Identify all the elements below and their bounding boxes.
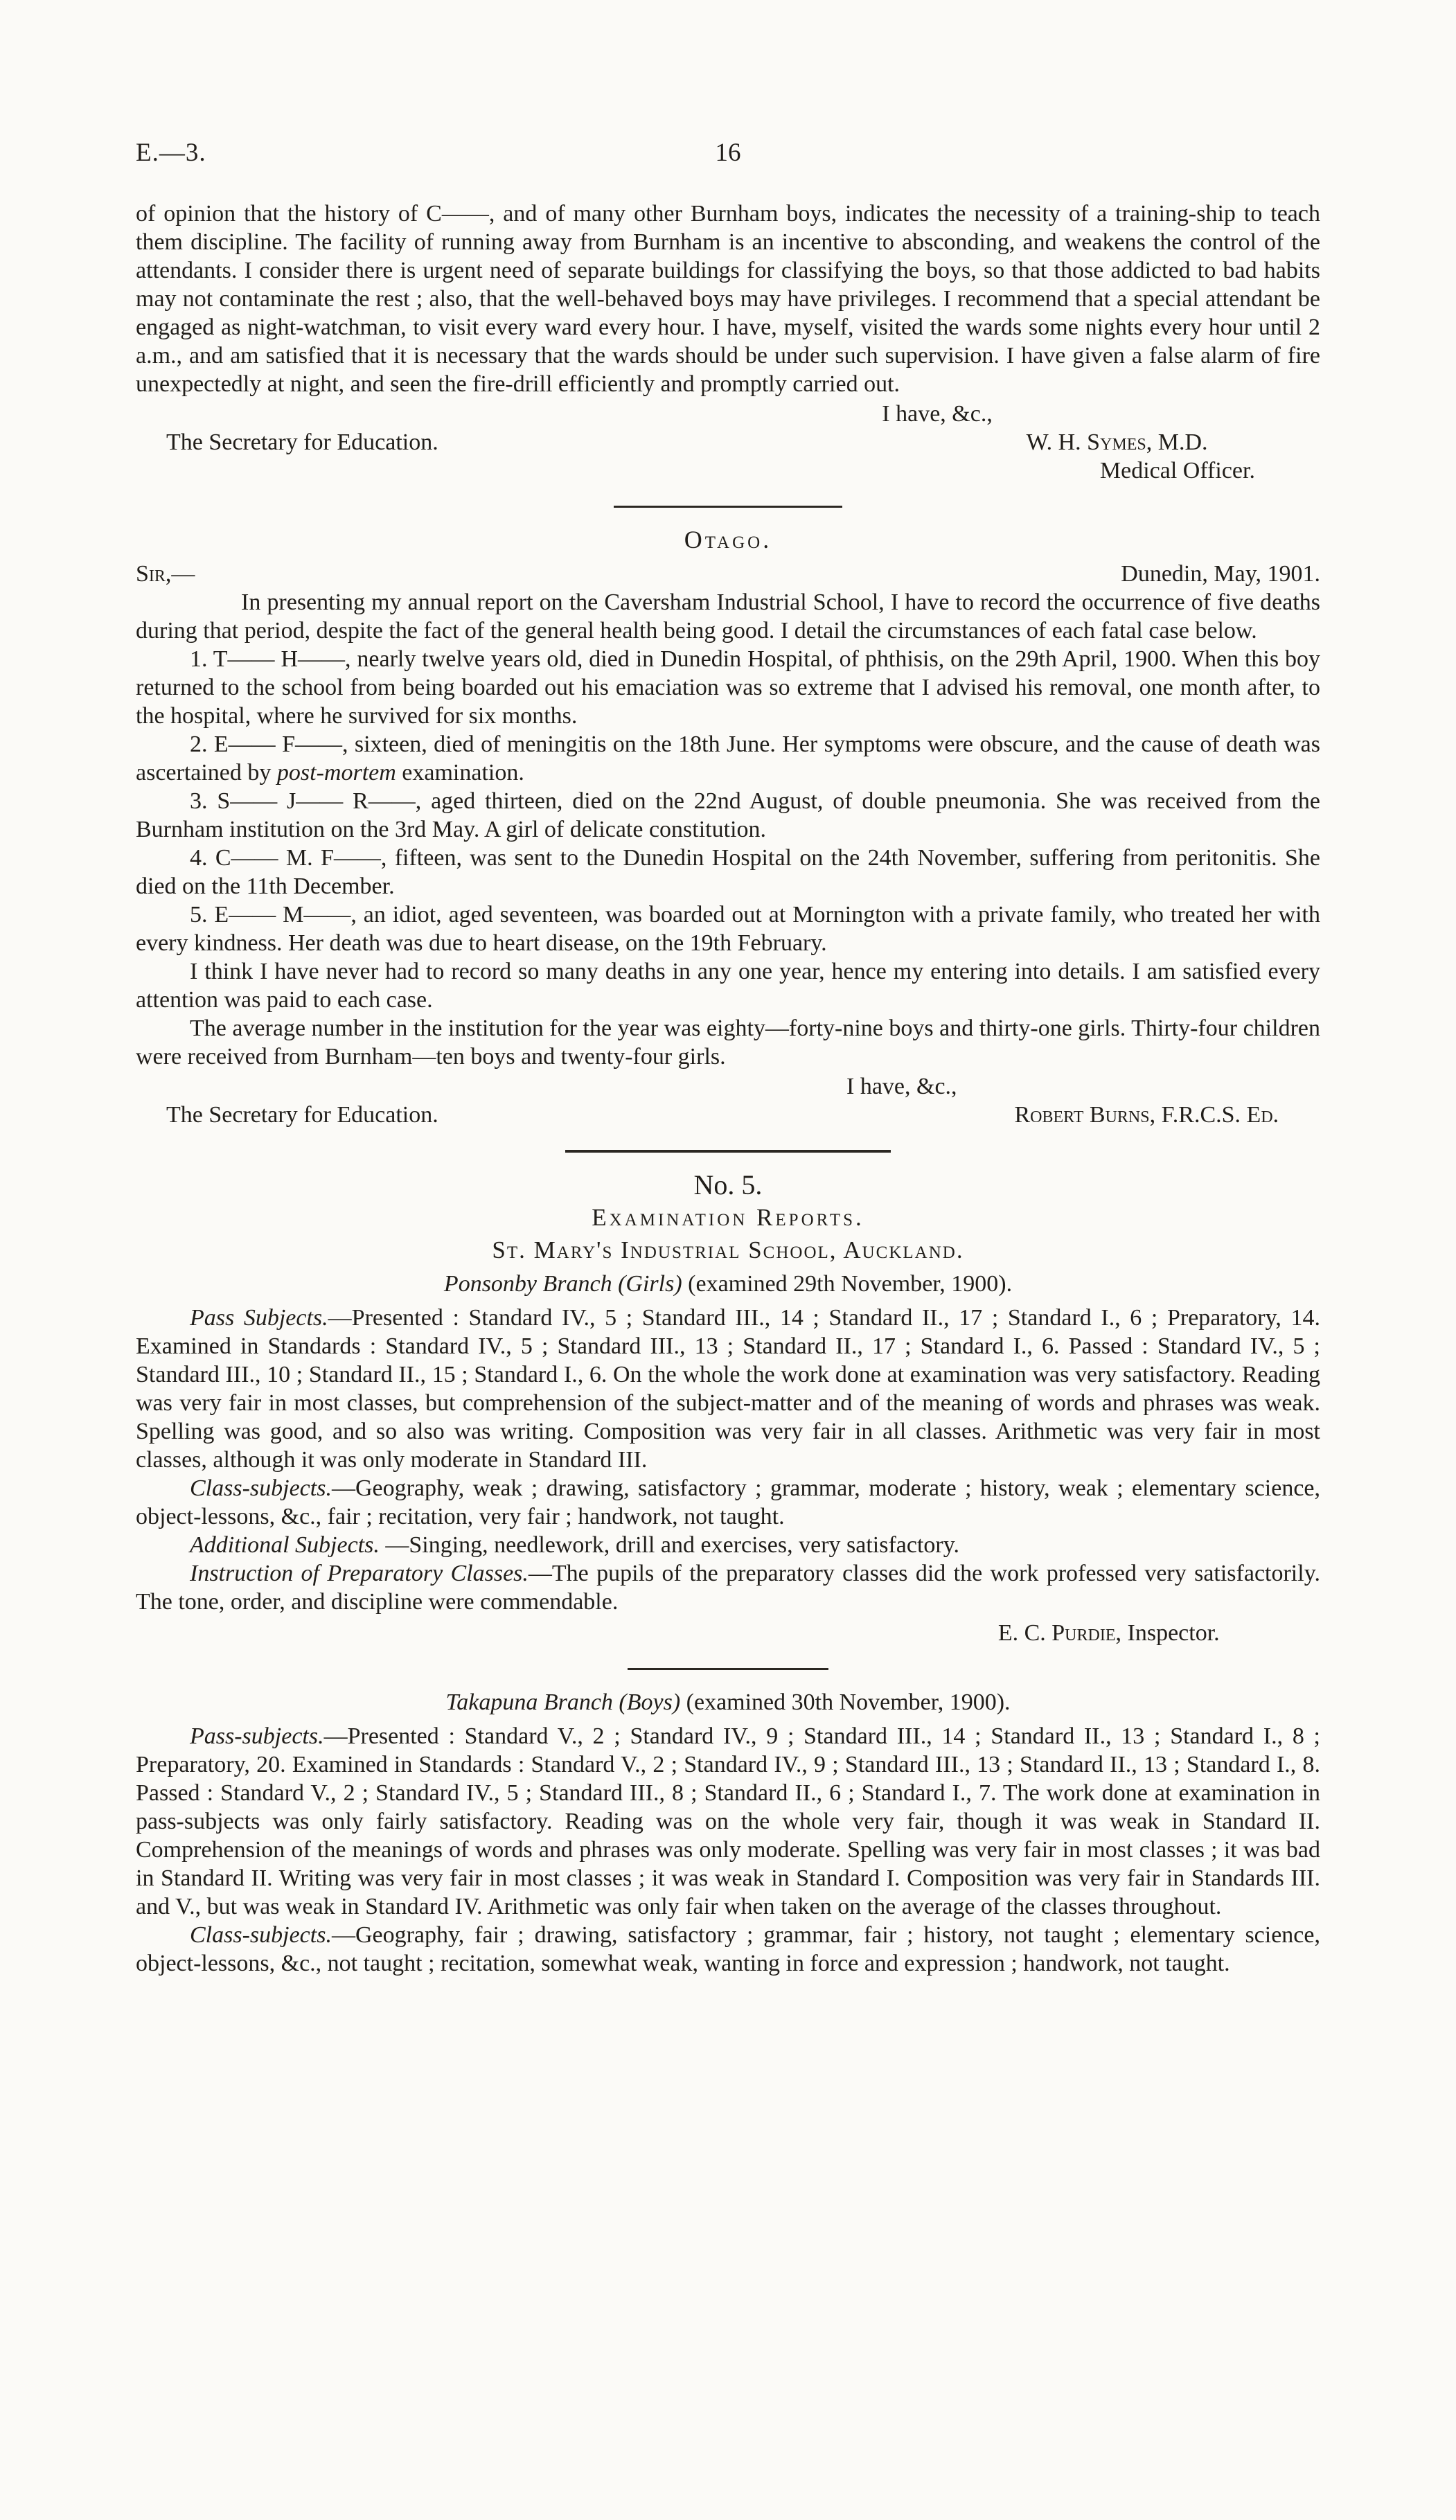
text-segment: I think I have never had to record so many deaths in any one year, hence my entering into details. I am satisfied every attention was paid to each case. <box>136 959 1320 1013</box>
text-segment: —Singing, needlework, drill and exercises, very satisfactory. <box>379 1532 960 1558</box>
text-segment: 1. T—— H——, nearly twelve years old, died in Dunedin Hospital, of phthisis, on the 29th April, 1900. When this boy returned to the school from being boarded out his emaciation was so extreme that I advised his removal, one month after, to the hospital, where he survived for six months. <box>136 646 1320 729</box>
takapuna-pass-subjects-paragraph <box>136 1722 1320 1921</box>
inspector-signature <box>136 1619 1320 1647</box>
text-segment: Class-subjects. <box>190 1922 332 1948</box>
otago-opening-paragraph <box>136 588 1320 645</box>
ponsonby-additional-subjects-paragraph <box>136 1531 1320 1559</box>
otago-summary-paragraph <box>136 957 1320 1014</box>
addressee: The Secretary for Education. <box>166 429 438 455</box>
valediction-text: I have, &c., <box>846 1074 957 1099</box>
dateline: Dunedin, May, 1901. <box>1121 561 1320 587</box>
text-segment: 2. E—— F——, sixteen, died of meningitis on the 18th June. Her symptoms were obscure, and the cause of death was ascertained by <box>136 731 1320 786</box>
text-segment: E. C. Purdie <box>997 1620 1116 1646</box>
section-divider <box>614 506 842 508</box>
section-otago-letter <box>136 526 1320 1129</box>
report-title: Examination Reports. <box>592 1204 864 1231</box>
otago-averages-paragraph <box>136 1014 1320 1071</box>
otago-case-5 <box>136 900 1320 957</box>
otago-heading: Otago. <box>684 526 772 553</box>
text-segment: —Presented : Standard IV., 5 ; Standard III., 14 ; Standard II., 17 ; Standard I., 6 ; Preparatory, 14. Examined in Standards : Standard IV., 5 ; Standard III., 13 ; Standard II., 17 ; Standard I., 6. Passed : Standard IV., 5 ; Standard III., 10 ; Standard II., 15 ; Standard I., 6. On the whole the work done at examination was very satisfactory. Reading was very fair in most classes, but comprehension of the subject-matter and of the meaning of words and phrases was weak. Spelling was good, and so also was writing. Composition was very fair in all classes. Arithmetic was very fair in most classes, although it was only moderate in Standard III. <box>136 1305 1320 1473</box>
text-segment: Additional Subjects. <box>190 1532 380 1558</box>
page-header <box>136 139 1320 169</box>
signature-role-row <box>136 456 1320 485</box>
text-segment: Takapuna Branch (Boys) <box>445 1689 681 1715</box>
ponsonby-pass-subjects-paragraph <box>136 1304 1320 1474</box>
ponsonby-class-subjects-paragraph <box>136 1474 1320 1531</box>
valediction-text: I have, &c., <box>882 401 993 427</box>
text-segment: 5. E—— M——, an idiot, aged seventeen, was boarded out at Mornington with a private family, who treated her with every kindness. Her death was due to heart disease, on the 19th February. <box>136 902 1320 956</box>
valediction-row <box>136 1072 1320 1101</box>
text-segment: Pass Subjects. <box>190 1305 328 1331</box>
takapuna-branch-heading <box>136 1688 1320 1716</box>
school-name: St. Mary's Industrial School, Auckland. <box>492 1236 964 1263</box>
otago-case-4 <box>136 844 1320 900</box>
text-segment: 4. C—— M. F——, fifteen, was sent to the Dunedin Hospital on the 24th November, suffering from peritonitis. She died on the 11th December. <box>136 845 1320 899</box>
page-number: 16 <box>715 139 741 167</box>
addressee: The Secretary for Education. <box>166 1102 438 1128</box>
signature-row <box>136 1101 1320 1129</box>
text-segment: (examined 30th November, 1900). <box>680 1689 1011 1715</box>
section-divider <box>565 1150 891 1153</box>
valediction-row <box>136 400 1320 428</box>
text-segment: , Inspector. <box>1115 1620 1220 1646</box>
text-segment: In presenting my annual report on the Caversham Industrial School, I have to record the occurrence of five deaths during that period, despite the fact of the general health being good. I detail the circumstances of each fatal case below. <box>136 589 1320 644</box>
takapuna-class-subjects-paragraph <box>136 1921 1320 1978</box>
text-segment: —Presented : Standard V., 2 ; Standard IV., 9 ; Standard III., 14 ; Standard II., 13 ; Standard I., 8 ; Preparatory, 20. Examined in Standards : Standard V., 2 ; Standard IV., 9 ; Standard III., 13 ; Standard II., 13 ; Standard I., 8. Passed : Standard V., 2 ; Standard IV., 5 ; Standard III., 8 ; Standard II., 6 ; Standard I., 7. The work done at examination in pass-subjects was only fairly satisfactory. Reading was on the whole very fair, though it was weak in Standard II. Comprehension of the meanings of words and phrases was only moderate. Spelling was very fair in most classes ; it was bad in Standard II. Writing was very fair in most classes ; it was weak in Standard I. Composition was very fair in Standards III. and V., but was weak in Standard IV. Arithmetic was only fair when taken on the average of the classes throughout. <box>136 1723 1320 1919</box>
salutation-row <box>136 560 1320 588</box>
text-segment: of opinion that the history of C——, and of many other Burnham boys, indicates the necessity of a training-ship to teach them discipline. The facility of running away from Burnham is an incentive to absconding, and weakens the control of the attendants. I consider there is urgent need of separate buildings for classifying the boys, so that those addicted to bad habits may not contaminate the rest ; also, that the well-behaved boys may have privileges. I recommend that a special attendant be engaged as night-watchman, to visit every ward every hour. I have, myself, visited the wards some nights every hour until 2 a.m., and am satisfied that it is necessary that the wards should be under such supervision. I have given a false alarm of fire unexpectedly at night, and seen the fire-drill efficiently and promptly carried out. <box>136 201 1320 397</box>
signature-name: Robert Burns, F.R.C.S. Ed. <box>1014 1102 1279 1128</box>
ponsonby-branch-heading <box>136 1270 1320 1298</box>
text-segment: Instruction of Preparatory Classes. <box>190 1561 529 1586</box>
section-examination-reports <box>136 1171 1320 1978</box>
otago-case-3 <box>136 787 1320 844</box>
text-segment: (examined 29th November, 1900). <box>682 1271 1013 1297</box>
text-segment: Pass-subjects. <box>190 1723 324 1749</box>
text-segment: post-mortem <box>276 760 396 786</box>
burnham-letter-paragraph <box>136 199 1320 398</box>
section-burnham-letter <box>136 199 1320 485</box>
text-segment: —The pupils of the preparatory classes did the work professed very satisfactorily. The tone, order, and discipline were commendable. <box>136 1561 1320 1615</box>
text-segment: 3. S—— J—— R——, aged thirteen, died on the 22nd August, of double pneumonia. She was received from the Burnham institution on the 3rd May. A girl of delicate constitution. <box>136 788 1320 842</box>
text-segment: —Geography, fair ; drawing, satisfactory ; grammar, fair ; history, not taught ; elementary science, object-lessons, &c., not taught ; recitation, somewhat weak, wanting in force and expression ; handwork, not taught. <box>136 1922 1320 1976</box>
text-segment: —Geography, weak ; drawing, satisfactory ; grammar, moderate ; history, weak ; elementary science, object-lessons, &c., fair ; recitation, very fair ; handwork, not taught. <box>136 1475 1320 1529</box>
ponsonby-preparatory-paragraph <box>136 1559 1320 1616</box>
document-reference: E.—3. <box>136 139 206 167</box>
text-segment: Ponsonby Branch (Girls) <box>443 1271 682 1297</box>
signature-row <box>136 428 1320 456</box>
text-segment: The average number in the institution for the year was eighty—forty-nine boys and thirty-one girls. Thirty-four children were received from Burnham—ten boys and twenty-four girls. <box>136 1015 1320 1070</box>
report-number: No. 5. <box>693 1169 763 1200</box>
otago-case-2 <box>136 730 1320 787</box>
salutation: Sir,— <box>136 561 195 587</box>
section-divider <box>628 1668 828 1670</box>
signature-name: W. H. Symes, M.D. <box>1026 429 1208 455</box>
text-segment: Class-subjects. <box>190 1475 332 1501</box>
signature-role: Medical Officer. <box>1099 458 1255 483</box>
otago-case-1 <box>136 645 1320 730</box>
text-segment: examination. <box>396 760 524 786</box>
